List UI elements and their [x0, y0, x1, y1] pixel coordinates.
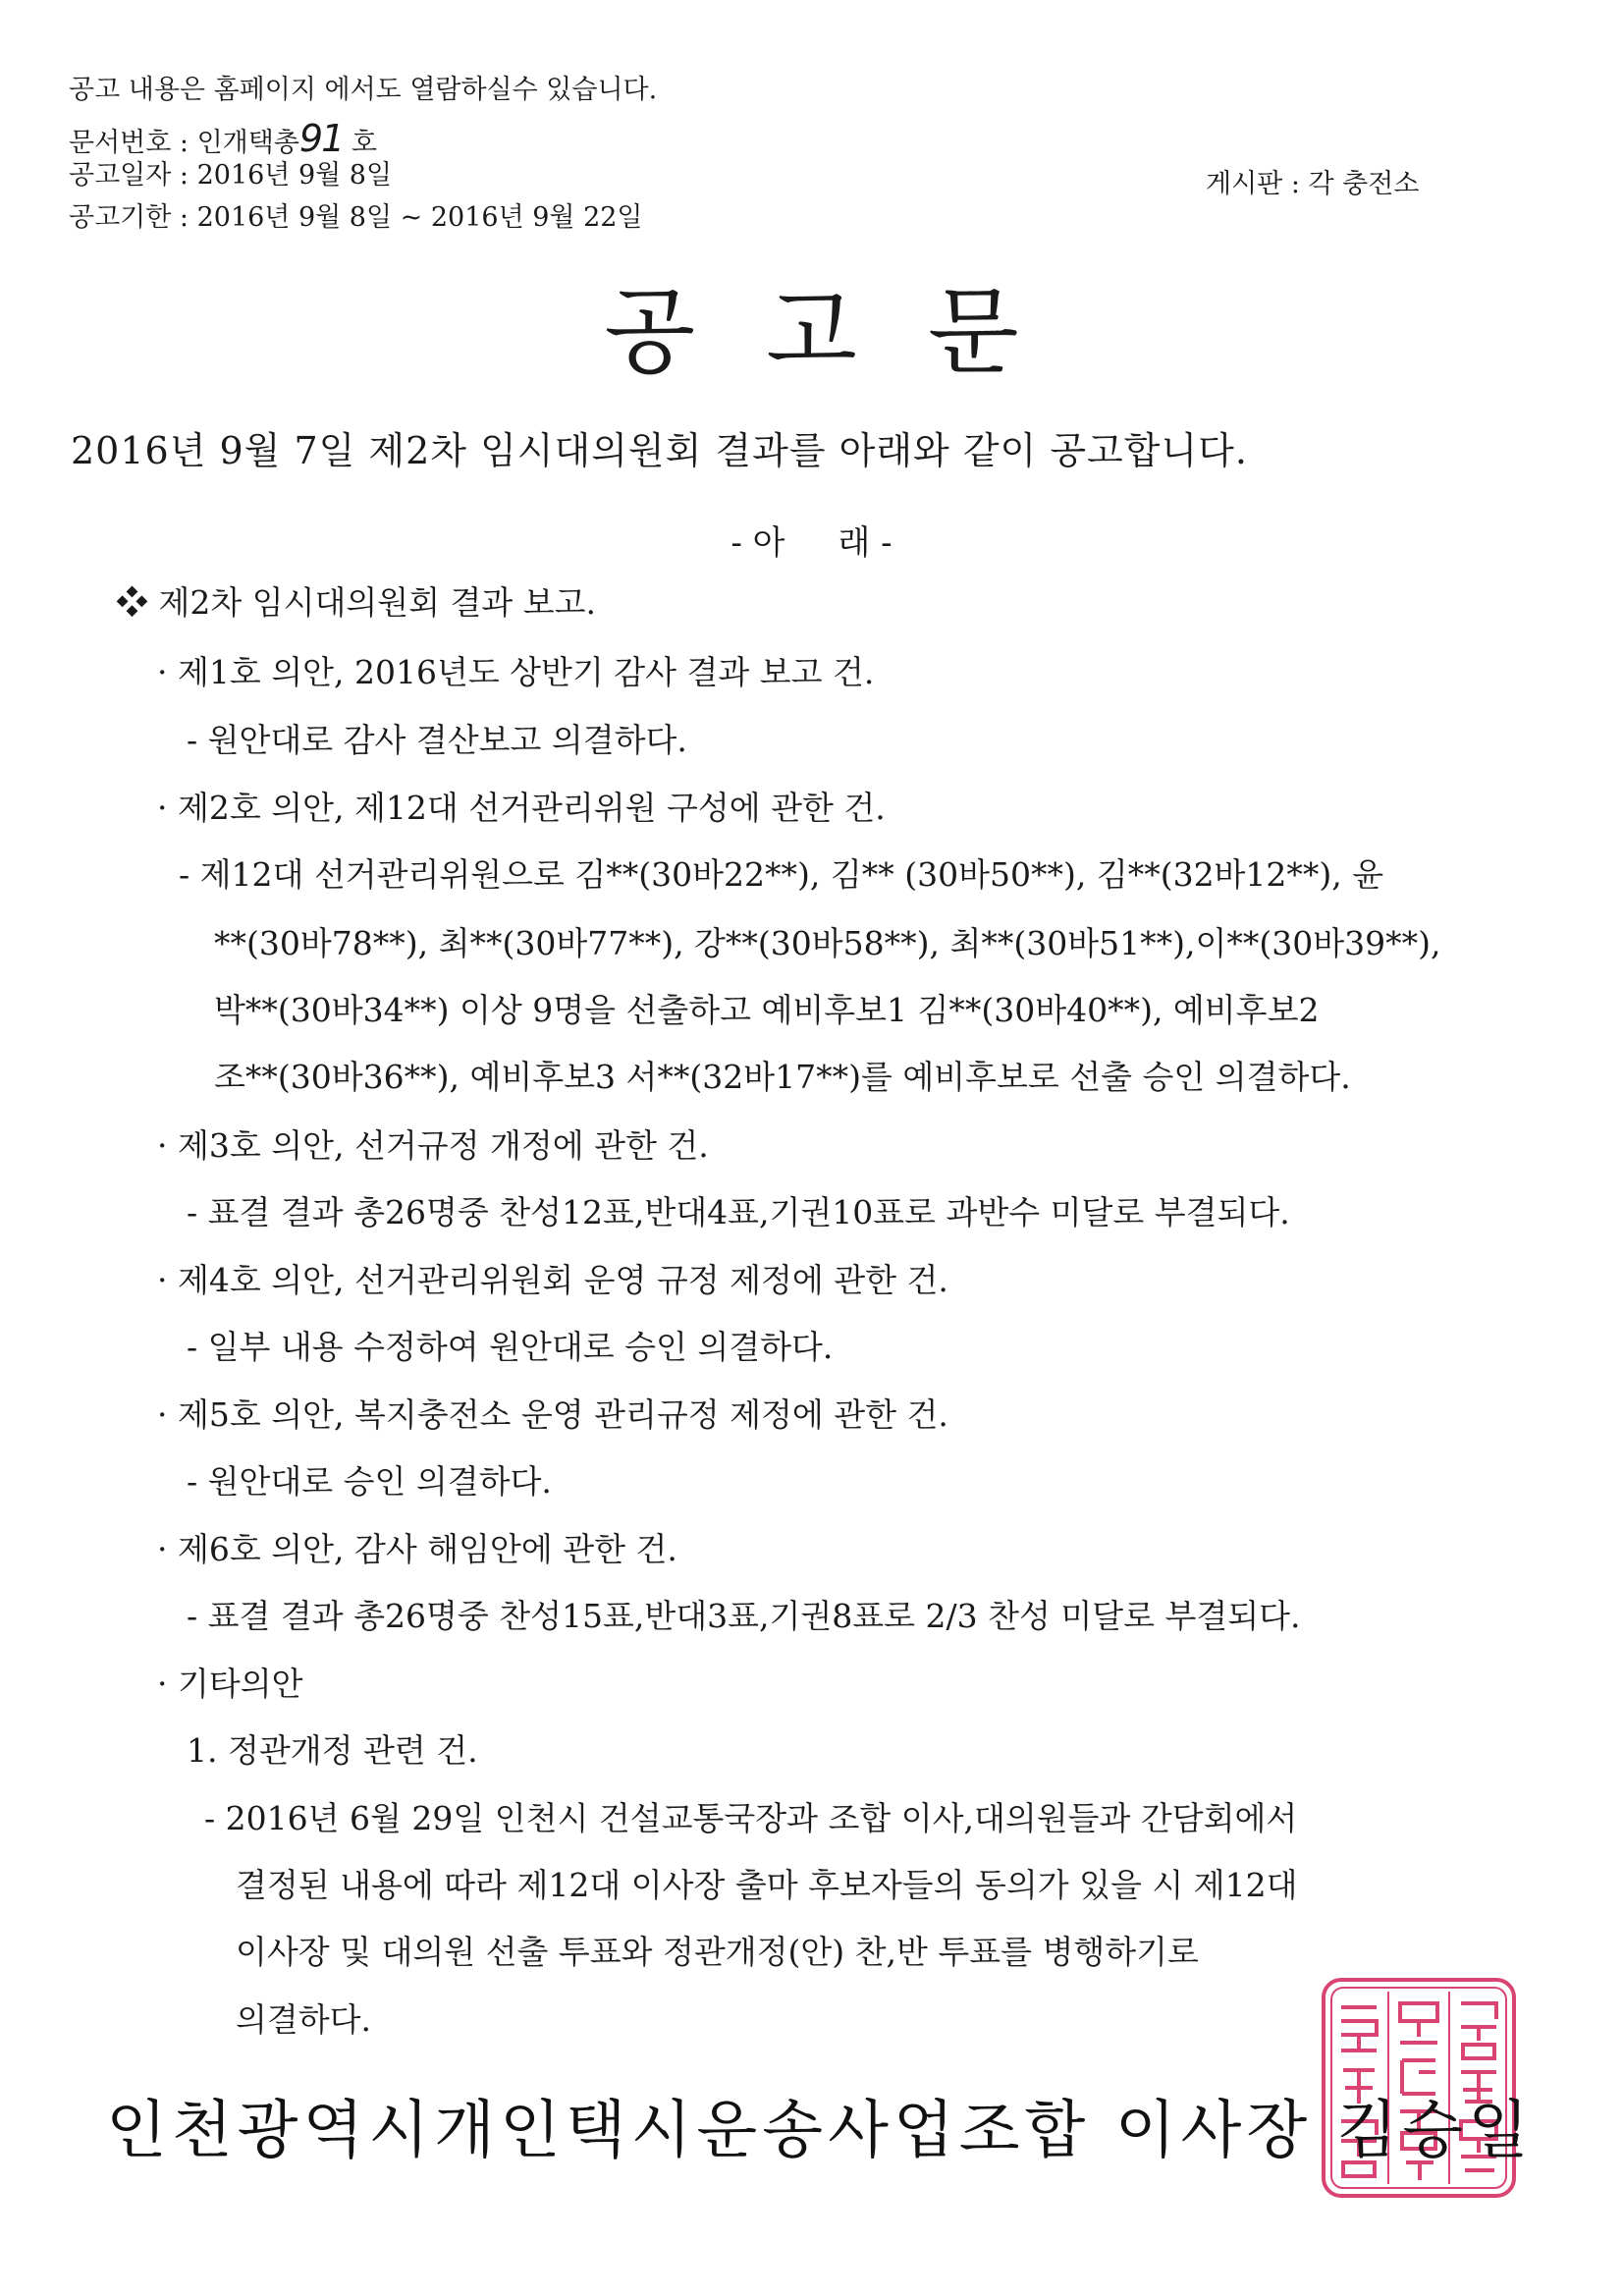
issuer-signature: 인천광역시개인택시운송사업조합 이사장 김승일	[106, 2095, 1534, 2167]
agenda-item-2: · 제2호 의안, 제12대 선거관리위원 구성에 관한 건.	[157, 789, 886, 827]
agenda-result-2-line-3: 박**(30바34**) 이상 9명을 선출하고 예비후보1 김**(30바40**), 예비후보2	[214, 991, 1320, 1029]
other-result-line-1: - 2016년 6월 29일 인천시 건설교통국장과 조합 이사,대의원들과 간담회에서	[204, 1799, 1298, 1837]
document-number	[69, 117, 377, 160]
agenda-result-6: - 표결 결과 총26명중 찬성15표,반대3표,기권8표로 2/3 찬성 미달로 부결되다.	[187, 1597, 1301, 1635]
notice-period: 공고기한 : 2016년 9월 8일 ~ 2016년 9월 22일	[69, 202, 643, 233]
other-result-line-2: 결정된 내용에 따라 제12대 이사장 출마 후보자들의 동의가 있을 시 제12대	[236, 1866, 1298, 1904]
agenda-result-1: - 원안대로 감사 결산보고 의결하다.	[187, 721, 687, 759]
agenda-item-5: · 제5호 의안, 복지충전소 운영 관리규정 제정에 관한 건.	[157, 1395, 948, 1434]
agenda-result-3: - 표결 결과 총26명중 찬성12표,반대4표,기권10표로 과반수 미달로 부결되다.	[187, 1193, 1290, 1231]
agenda-item-3: · 제3호 의안, 선거규정 개정에 관한 건.	[157, 1126, 709, 1165]
agenda-result-5: - 원안대로 승인 의결하다.	[187, 1462, 552, 1501]
agenda-result-2-line-4: 조**(30바36**), 예비후보3 서**(32바17**)를 예비후보로 선출 승인 의결하다.	[214, 1058, 1351, 1096]
agenda-result-2-line-2: **(30바78**), 최**(30바77**), 강**(30바58**), 최**(30바51**),이**(30바39**),	[214, 924, 1441, 962]
agenda-result-4: - 일부 내용 수정하여 원안대로 승인 의결하다.	[187, 1328, 834, 1366]
document-number-handwritten: 91	[298, 117, 344, 160]
intro-sentence: 2016년 9월 7일 제2차 임시대의원회 결과를 아래와 같이 공고합니다.	[71, 429, 1248, 472]
agenda-item-4: · 제4호 의안, 선거관리위원회 운영 규정 제정에 관한 건.	[157, 1261, 948, 1299]
notice-date: 공고일자 : 2016년 9월 8일	[69, 160, 393, 191]
below-label: - 아 래 -	[730, 523, 893, 563]
document-number-suffix: 호	[343, 128, 377, 158]
other-item-1: 1. 정관개정 관련 건.	[187, 1731, 478, 1770]
agenda-item-1: · 제1호 의안, 2016년도 상반기 감사 결과 보고 건.	[157, 653, 875, 691]
homepage-notice: 공고 내용은 홈페이지 에서도 열람하실수 있습니다.	[69, 75, 658, 105]
bulletin-board: 게시판 : 각 충전소	[1206, 169, 1420, 199]
agenda-item-6: · 제6호 의안, 감사 해임안에 관한 건.	[157, 1530, 677, 1568]
page-title: 공고문	[604, 277, 1090, 387]
document-number-label: 문서번호 : 인개택총	[69, 128, 299, 158]
agenda-result-2-line-1: - 제12대 선거관리위원으로 김**(30바22**), 김** (30바50**), 김**(32바12**), 윤	[179, 855, 1384, 894]
agenda-item-other: · 기타의안	[157, 1665, 303, 1703]
section-heading: ❖ 제2차 임시대의원회 결과 보고.	[116, 583, 596, 622]
other-result-line-4: 의결하다.	[236, 2000, 372, 2039]
other-result-line-3: 이사장 및 대의원 선출 투표와 정관개정(안) 찬,반 투표를 병행하기로	[236, 1933, 1199, 1971]
